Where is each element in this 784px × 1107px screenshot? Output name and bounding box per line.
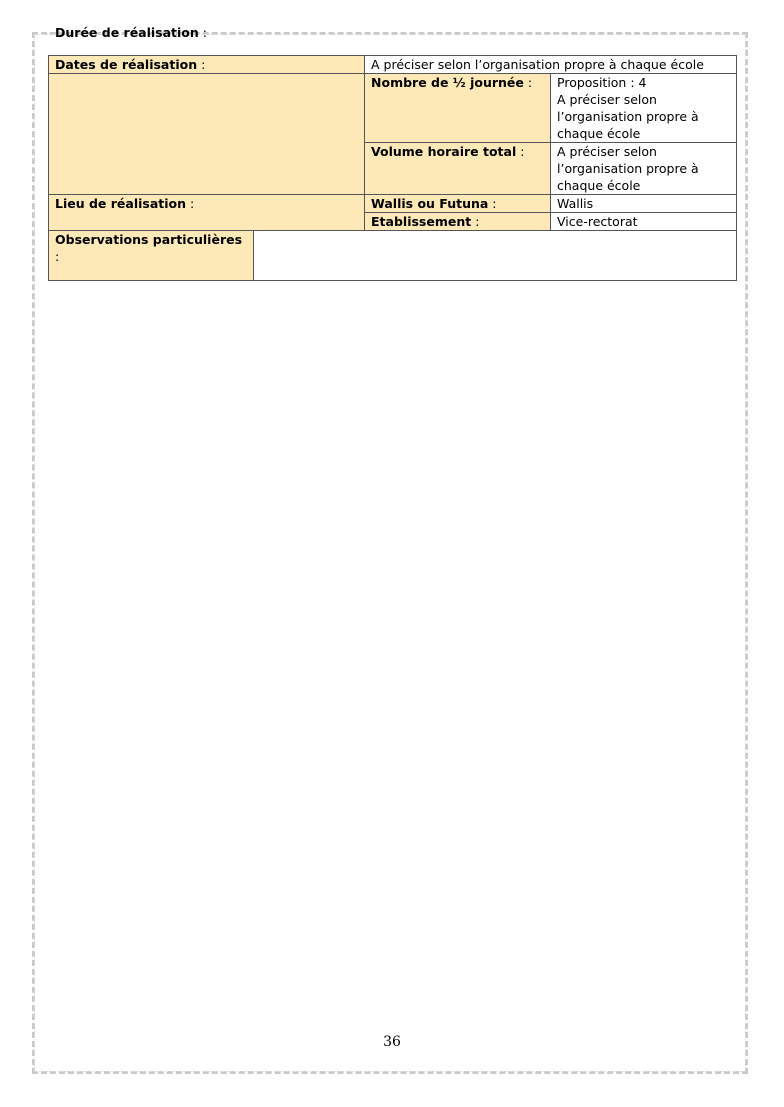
etab-colon: : [471,214,480,229]
obs-colon: : [55,249,60,264]
nombre-value-cell [551,74,737,143]
lieu-colon: : [186,196,195,211]
nombre-label: Nombre de ½ journée [371,75,524,90]
duree-label: Durée de réalisation [55,25,199,40]
wallis-value-cell [551,195,737,213]
wallis-colon: : [488,196,497,211]
nombre-colon: : [523,75,533,90]
nombre-label-cell [365,74,551,143]
etab-value: Vice-rectorat [557,214,638,229]
row-dates [49,56,737,74]
page-number: 36 [383,1034,401,1050]
volume-value: A préciser selon l’organisation propre à chaque école [557,144,699,193]
dates-colon: : [197,57,206,72]
etab-value-cell [551,213,737,231]
project-info-table [48,25,737,281]
duree-colon: : [198,25,207,40]
dates-label: Dates de réalisation [55,57,198,72]
wallis-label: Wallis ou Futuna [371,196,489,211]
dates-value: A préciser selon l’organisation propre à chaque école [371,57,704,72]
nombre-value-line1: Proposition : 4 [557,75,647,90]
row-wallis [49,195,737,213]
dates-value-cell [365,56,737,74]
volume-label: Volume horaire total [371,144,517,159]
lieu-label: Lieu de réalisation [55,196,187,211]
nombre-value-line2: A préciser selon l’organisation propre à chaque école [557,92,699,141]
etab-label: Etablissement [371,214,472,229]
lieu-label-cell [49,195,365,231]
obs-label-cell [49,231,254,281]
etab-label-cell [365,213,551,231]
volume-value-cell [551,143,737,195]
volume-colon: : [516,144,525,159]
volume-label-cell [365,143,551,195]
wallis-label-cell [365,195,551,213]
dates-label-cell [49,56,365,74]
row-observations [49,231,737,281]
row-nombre [49,74,737,143]
wallis-value: Wallis [557,196,594,211]
obs-label: Observations particulières [55,232,243,247]
obs-value-cell [254,231,737,281]
